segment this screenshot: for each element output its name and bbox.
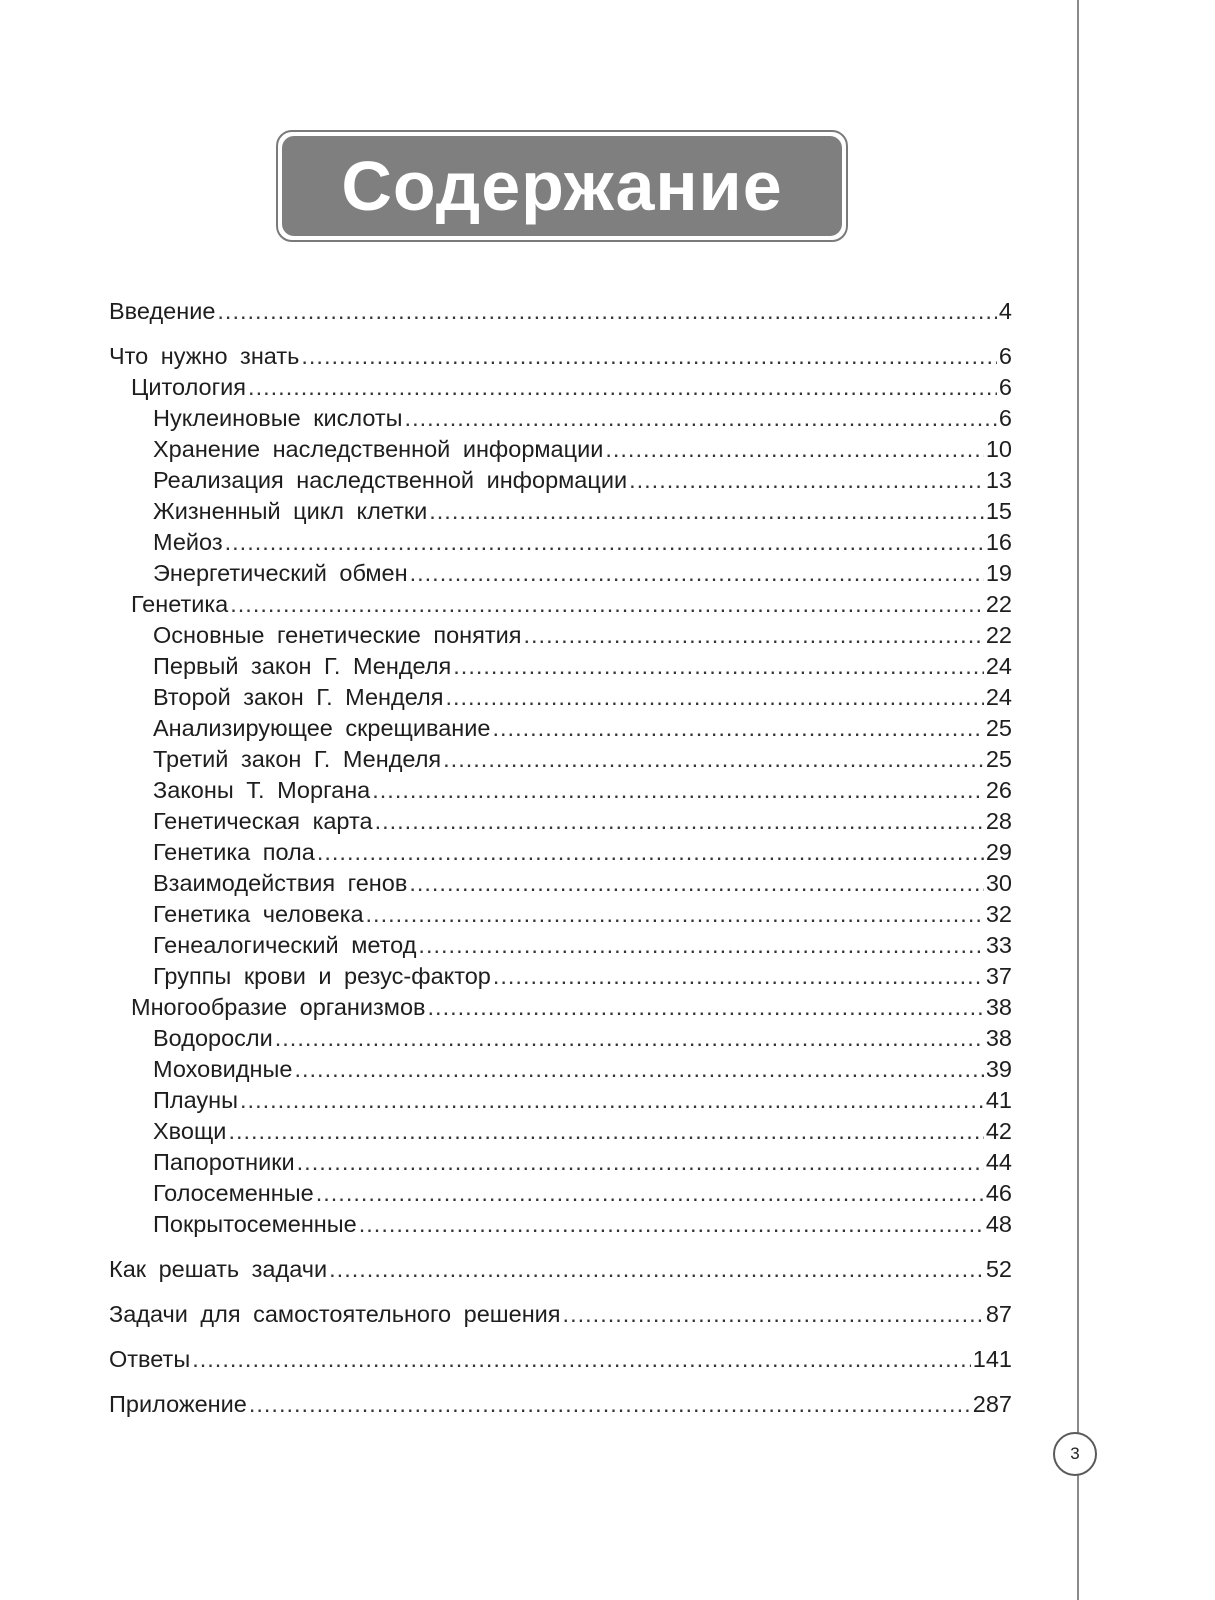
toc-entry-mosses[interactable] bbox=[153, 1054, 1012, 1084]
dot-leader bbox=[228, 1116, 983, 1146]
dot-leader bbox=[605, 434, 984, 464]
toc-entry-page: 24 bbox=[985, 653, 1012, 679]
toc-entry-page: 29 bbox=[985, 839, 1012, 865]
toc-entry-practice-problems[interactable] bbox=[109, 1299, 1012, 1329]
dot-leader bbox=[366, 899, 984, 929]
toc-entry-page: 16 bbox=[985, 529, 1012, 555]
toc-entry-label: Реализация наследственной информации bbox=[153, 467, 628, 493]
toc-entry-label: Анализирующее скрещивание bbox=[153, 715, 491, 741]
toc-entry-genetics[interactable] bbox=[131, 589, 1012, 619]
toc-entry-cytology[interactable] bbox=[131, 372, 1012, 402]
toc-entry-label: Папоротники bbox=[153, 1149, 295, 1175]
toc-entry-energy-metabolism[interactable] bbox=[153, 558, 1012, 588]
toc-entry-how-to-solve[interactable] bbox=[109, 1254, 1012, 1284]
toc-entry-angiosperms[interactable] bbox=[153, 1209, 1012, 1239]
toc-entry-page: 87 bbox=[985, 1301, 1012, 1327]
toc-entry-human-genetics[interactable] bbox=[153, 899, 1012, 929]
toc-entry-page: 287 bbox=[972, 1391, 1012, 1417]
toc-entry-page: 141 bbox=[972, 1346, 1012, 1372]
toc-entry-page: 6 bbox=[998, 374, 1012, 400]
dot-leader bbox=[563, 1299, 984, 1329]
toc-entry-label: Первый закон Г. Менделя bbox=[153, 653, 452, 679]
toc-entry-page: 52 bbox=[985, 1256, 1012, 1282]
toc-entry-label: Покрытосеменные bbox=[153, 1211, 357, 1237]
toc-entry-mendel-third[interactable] bbox=[153, 744, 1012, 774]
dot-leader bbox=[375, 806, 984, 836]
toc-entry-label: Генетика человека bbox=[153, 901, 364, 927]
dot-leader bbox=[248, 372, 997, 402]
toc-entry-cell-cycle[interactable] bbox=[153, 496, 1012, 526]
toc-entry-appendix[interactable] bbox=[109, 1389, 1012, 1419]
dot-leader bbox=[493, 961, 984, 991]
dot-leader bbox=[316, 1178, 984, 1208]
toc-entry-page: 33 bbox=[985, 932, 1012, 958]
dot-leader bbox=[275, 1023, 984, 1053]
toc-entry-label: Плауны bbox=[153, 1087, 239, 1113]
dot-leader bbox=[225, 527, 984, 557]
toc-entry-page: 22 bbox=[985, 591, 1012, 617]
toc-entry-page: 4 bbox=[998, 298, 1012, 324]
toc-entry-label: Основные генетические понятия bbox=[153, 622, 522, 648]
toc-entry-label: Задачи для самостоятельного решения bbox=[109, 1301, 561, 1327]
toc-entry-label: Многообразие организмов bbox=[131, 994, 426, 1020]
toc-entry-page: 38 bbox=[985, 1025, 1012, 1051]
toc-entry-page: 13 bbox=[985, 467, 1012, 493]
toc-entry-nucleic-acids[interactable] bbox=[153, 403, 1012, 433]
dot-leader bbox=[429, 496, 984, 526]
toc-entry-label: Генетика bbox=[131, 591, 229, 617]
toc-entry-introduction[interactable] bbox=[109, 296, 1012, 326]
toc-entry-page: 32 bbox=[985, 901, 1012, 927]
toc-entry-page: 26 bbox=[985, 777, 1012, 803]
dot-leader bbox=[372, 775, 984, 805]
toc-entry-page: 38 bbox=[985, 994, 1012, 1020]
toc-entry-label: Как решать задачи bbox=[109, 1256, 328, 1282]
toc-entry-label: Голосеменные bbox=[153, 1180, 314, 1206]
toc-entry-page: 22 bbox=[985, 622, 1012, 648]
dot-leader bbox=[492, 713, 983, 743]
toc-entry-horsetails[interactable] bbox=[153, 1116, 1012, 1146]
toc-entry-answers[interactable] bbox=[109, 1344, 1012, 1374]
dot-leader bbox=[217, 296, 997, 326]
toc-entry-label: Энергетический обмен bbox=[153, 560, 408, 586]
dot-leader bbox=[443, 744, 984, 774]
toc-entry-label: Введение bbox=[109, 298, 216, 324]
toc-entry-blood-groups[interactable] bbox=[153, 961, 1012, 991]
dot-leader bbox=[230, 589, 984, 619]
toc-entry-page: 39 bbox=[985, 1056, 1012, 1082]
toc-entry-label: Взаимодействия генов bbox=[153, 870, 408, 896]
toc-entry-mendel-second[interactable] bbox=[153, 682, 1012, 712]
toc-entry-label: Генеалогический метод bbox=[153, 932, 417, 958]
toc-entry-page: 6 bbox=[998, 343, 1012, 369]
dot-leader bbox=[405, 403, 997, 433]
dot-leader bbox=[445, 682, 983, 712]
dot-leader bbox=[249, 1389, 971, 1419]
toc-entry-label: Генетическая карта bbox=[153, 808, 373, 834]
toc-entry-label: Нуклеиновые кислоты bbox=[153, 405, 403, 431]
toc-entry-page: 19 bbox=[985, 560, 1012, 586]
dot-leader bbox=[192, 1344, 971, 1374]
toc-entry-label: Хранение наследственной информации bbox=[153, 436, 604, 462]
toc-entry-label: Цитология bbox=[131, 374, 247, 400]
toc-entry-label: Генетика пола bbox=[153, 839, 315, 865]
dot-leader bbox=[240, 1085, 984, 1115]
toc-entry-label: Группы крови и резус-фактор bbox=[153, 963, 491, 989]
dot-leader bbox=[301, 341, 997, 371]
toc-entry-genealogical-method[interactable] bbox=[153, 930, 1012, 960]
toc-entry-meiosis[interactable] bbox=[153, 527, 1012, 557]
toc-entry-gymnosperms[interactable] bbox=[153, 1178, 1012, 1208]
toc-entry-label: Законы Т. Моргана bbox=[153, 777, 371, 803]
toc-entry-morgan-laws[interactable] bbox=[153, 775, 1012, 805]
toc-entry-label: Водоросли bbox=[153, 1025, 273, 1051]
dot-leader bbox=[410, 558, 984, 588]
toc-entry-test-cross[interactable] bbox=[153, 713, 1012, 743]
toc-entry-algae[interactable] bbox=[153, 1023, 1012, 1053]
dot-leader bbox=[359, 1209, 984, 1239]
toc-entry-basic-concepts[interactable] bbox=[153, 620, 1012, 650]
toc-entry-sex-genetics[interactable] bbox=[153, 837, 1012, 867]
dot-leader bbox=[297, 1147, 984, 1177]
toc-entry-realization[interactable] bbox=[153, 465, 1012, 495]
toc-entry-page: 30 bbox=[985, 870, 1012, 896]
toc-entry-label: Что нужно знать bbox=[109, 343, 300, 369]
toc-entry-page: 42 bbox=[985, 1118, 1012, 1144]
toc-entry-label: Третий закон Г. Менделя bbox=[153, 746, 442, 772]
toc-entry-label: Ответы bbox=[109, 1346, 191, 1372]
toc-entry-label: Жизненный цикл клетки bbox=[153, 498, 428, 524]
toc-entry-page: 41 bbox=[985, 1087, 1012, 1113]
toc-entry-label: Моховидные bbox=[153, 1056, 293, 1082]
dot-leader bbox=[629, 465, 984, 495]
dot-leader bbox=[329, 1254, 984, 1284]
dot-leader bbox=[453, 651, 984, 681]
dot-leader bbox=[418, 930, 983, 960]
toc-entry-mendel-first[interactable] bbox=[153, 651, 1012, 681]
toc-entry-storage[interactable] bbox=[153, 434, 1012, 464]
toc-entry-diversity[interactable] bbox=[131, 992, 1012, 1022]
toc-entry-what-to-know[interactable] bbox=[109, 341, 1012, 371]
dot-leader bbox=[317, 837, 984, 867]
toc-entry-label: Второй закон Г. Менделя bbox=[153, 684, 444, 710]
page-title: Содержание bbox=[341, 147, 783, 225]
toc-entry-page: 6 bbox=[998, 405, 1012, 431]
toc-entry-page: 44 bbox=[985, 1149, 1012, 1175]
toc-entry-label: Мейоз bbox=[153, 529, 223, 555]
toc-entry-page: 25 bbox=[985, 746, 1012, 772]
toc-entry-page: 24 bbox=[985, 684, 1012, 710]
toc-entry-ferns[interactable] bbox=[153, 1147, 1012, 1177]
toc-entry-label: Хвощи bbox=[153, 1118, 227, 1144]
dot-leader bbox=[409, 868, 984, 898]
page-number: 3 bbox=[1053, 1432, 1097, 1476]
toc-entry-page: 48 bbox=[985, 1211, 1012, 1237]
toc-entry-genetic-map[interactable] bbox=[153, 806, 1012, 836]
toc-entry-label: Приложение bbox=[109, 1391, 247, 1417]
toc-entry-page: 46 bbox=[985, 1180, 1012, 1206]
toc-entry-club-mosses[interactable] bbox=[153, 1085, 1012, 1115]
dot-leader bbox=[524, 620, 984, 650]
toc-entry-page: 15 bbox=[985, 498, 1012, 524]
toc-entry-page: 28 bbox=[985, 808, 1012, 834]
dot-leader bbox=[294, 1054, 983, 1084]
toc-entry-page: 10 bbox=[985, 436, 1012, 462]
toc-entry-gene-interactions[interactable] bbox=[153, 868, 1012, 898]
toc-entry-page: 37 bbox=[985, 963, 1012, 989]
toc-entry-page: 25 bbox=[985, 715, 1012, 741]
dot-leader bbox=[428, 992, 984, 1022]
